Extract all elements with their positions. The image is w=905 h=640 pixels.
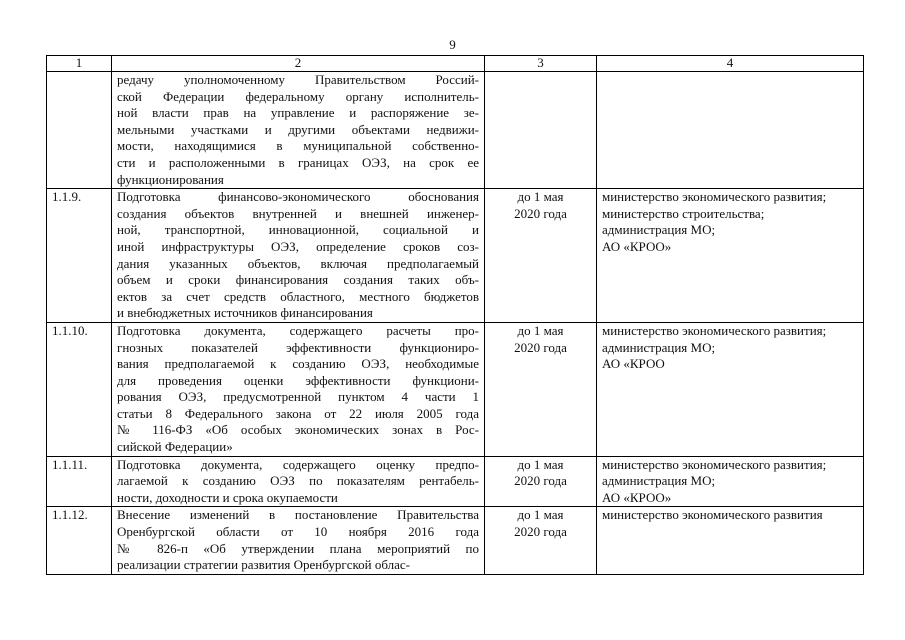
description-line: иной инфраструктуры ОЭЗ, определение сроков соз- — [117, 238, 479, 254]
item-number — [47, 72, 112, 189]
item-deadline — [485, 322, 597, 456]
header-col-1: 1 — [47, 56, 112, 72]
description-line: сийской Федерации» — [117, 439, 233, 455]
item-description — [112, 72, 485, 189]
item-executors — [597, 507, 864, 574]
item-number: 1.1.12. — [47, 507, 112, 574]
description-line: ной власти прав на управление и распоряжение зе- — [117, 105, 479, 121]
description-line: ской Федерации федеральному органу исполнитель- — [117, 88, 479, 104]
executor-line: АО «КРОО» — [602, 238, 672, 254]
description-line: вания предполагаемой к созданию ОЭЗ, необходимые — [117, 356, 479, 372]
executor-line: министерство экономического развития; — [602, 322, 827, 338]
description-line: объем и сроки финансирования создания таких объ- — [117, 272, 479, 288]
item-description — [112, 322, 485, 456]
description-line: ектов за счет средств областного, местного бюджетов — [117, 288, 479, 304]
description-line: № 826-п «Об утверждении плана мероприятий по — [117, 540, 479, 556]
description-line: реализации стратегии развития Оренбургской облас- — [117, 557, 410, 573]
header-col-3: 3 — [485, 56, 597, 72]
executor-line: министерство экономического развития — [602, 507, 823, 523]
description-line: рования ОЭЗ, предусмотренной пунктом 4 части 1 — [117, 389, 479, 405]
description-line: ности, доходности и срока окупаемости — [117, 489, 338, 505]
description-line: Подготовка документа, содержащего расчеты про- — [117, 322, 479, 338]
item-executors — [597, 456, 864, 507]
table-row — [47, 507, 864, 574]
description-line: редачу уполномоченному Правительством Россий- — [117, 72, 479, 87]
description-line: № 116-ФЗ «Об особых экономических зонах в Рос- — [117, 422, 479, 438]
page-number: 9 — [449, 37, 456, 52]
executor-line: администрация МО; — [602, 222, 716, 238]
executor-line: министерство экономического развития; — [602, 189, 827, 205]
description-line: мости, находящимися в муниципальной собственно- — [117, 138, 479, 154]
executor-line: министерство экономического развития; — [602, 456, 827, 472]
description-line: и внебюджетных источников финансирования — [117, 305, 373, 321]
item-description — [112, 456, 485, 507]
description-line: для проведения оценки эффективности функциони- — [117, 372, 479, 388]
description-line: Внесение изменений в постановление Правительства — [117, 507, 479, 523]
deadline-line: до 1 мая — [517, 189, 564, 205]
description-line: функционирования — [117, 171, 224, 187]
item-executors — [597, 189, 864, 323]
deadline-line: 2020 года — [514, 339, 567, 355]
executor-line: АО «КРОО» — [602, 489, 672, 505]
table-header-row — [47, 56, 864, 72]
description-line: мельными участками и другими объектами недвижи- — [117, 121, 479, 137]
header-col-2: 2 — [112, 56, 485, 72]
executor-line: министерство строительства; — [602, 205, 765, 221]
item-description — [112, 507, 485, 574]
item-number: 1.1.9. — [47, 189, 112, 323]
executor-line: администрация МО; — [602, 473, 716, 489]
item-description — [112, 189, 485, 323]
deadline-line: 2020 года — [514, 205, 567, 221]
plan-table — [46, 55, 864, 575]
item-executors — [597, 322, 864, 456]
description-line: Подготовка документа, содержащего оценку предпо- — [117, 456, 479, 472]
description-line: гнозных показателей эффективности функциониро- — [117, 339, 479, 355]
description-line: Оренбургской области от 10 ноября 2016 года — [117, 524, 479, 540]
description-line: создания объектов внутренней и внешней инженер- — [117, 205, 479, 221]
deadline-line: 2020 года — [514, 524, 567, 540]
item-number: 1.1.11. — [47, 456, 112, 507]
description-line: статьи 8 Федерального закона от 22 июля 2005 года — [117, 405, 479, 421]
table-row — [47, 322, 864, 456]
table-row — [47, 189, 864, 323]
deadline-line: 2020 года — [514, 473, 567, 489]
executor-line: администрация МО; — [602, 339, 716, 355]
header-col-4: 4 — [597, 56, 864, 72]
description-line: ной, транспортной, инновационной, социальной и — [117, 222, 479, 238]
deadline-line: до 1 мая — [517, 456, 564, 472]
description-line: дания указанных объектов, включая предполагаемый — [117, 255, 479, 271]
item-executors — [597, 72, 864, 189]
description-line: сти и расположенными в границах ОЭЗ, на срок ее — [117, 154, 479, 170]
deadline-line: до 1 мая — [517, 507, 564, 523]
item-deadline — [485, 72, 597, 189]
table-row — [47, 456, 864, 507]
deadline-line: до 1 мая — [517, 322, 564, 338]
item-number: 1.1.10. — [47, 322, 112, 456]
item-deadline — [485, 189, 597, 323]
item-deadline — [485, 507, 597, 574]
table-row — [47, 72, 864, 189]
item-deadline — [485, 456, 597, 507]
description-line: Подготовка финансово-экономического обоснования — [117, 189, 479, 205]
description-line: лагаемой к созданию ОЭЗ по показателям рентабель- — [117, 473, 479, 489]
executor-line: АО «КРОО — [602, 356, 665, 372]
